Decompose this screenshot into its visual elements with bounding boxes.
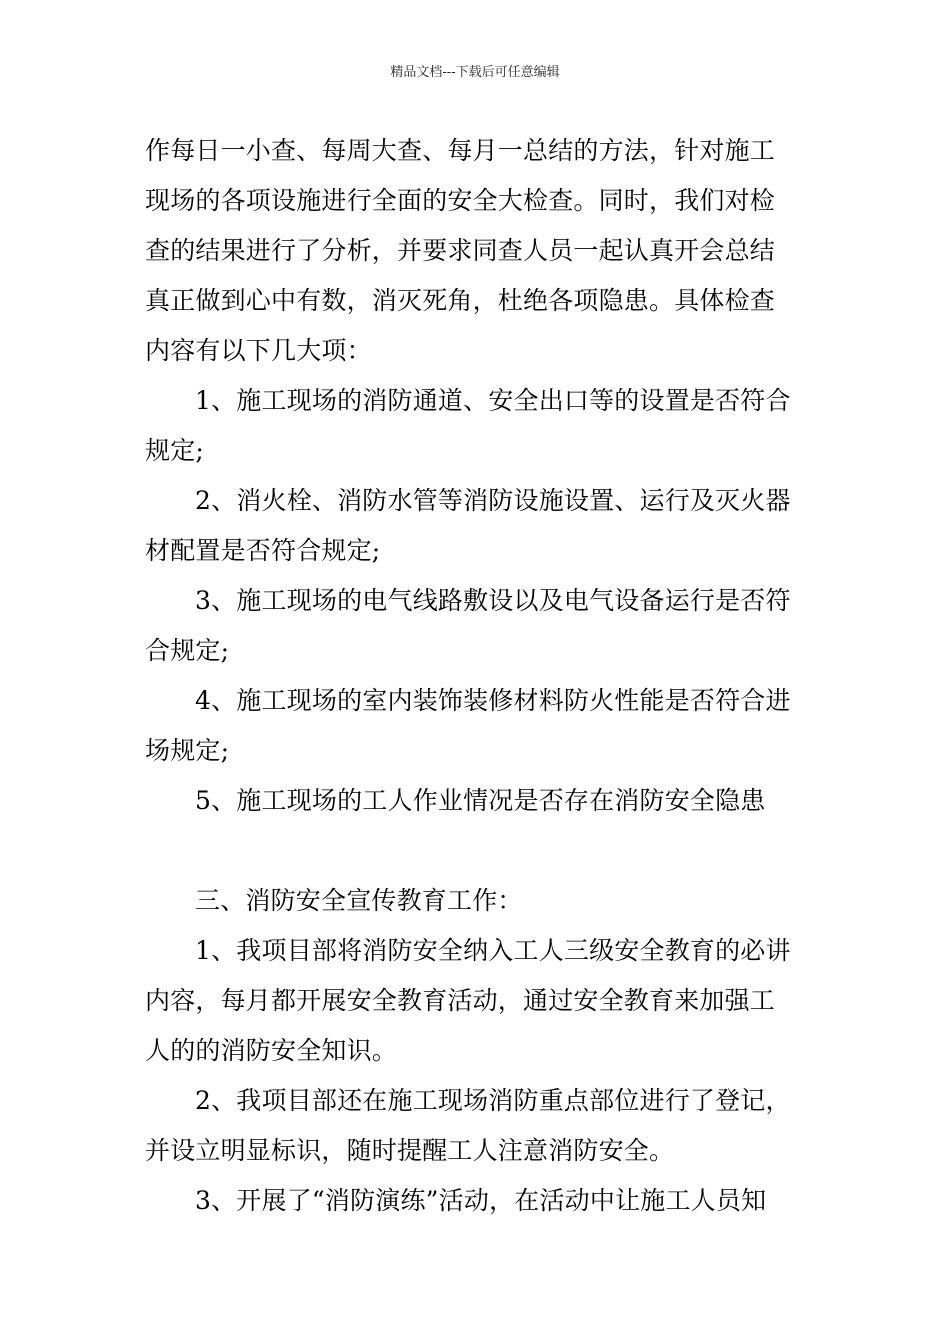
list-item-line: 材配置是否符合规定;: [145, 536, 381, 565]
list-item-line: 场规定;: [145, 736, 230, 765]
list-item-line: 2、消火栓、消防水管等消防设施设置、运行及灭火器: [195, 486, 791, 515]
paragraph-line: 现场的各项设施进行全面的安全大检查。同时，我们对检: [145, 186, 776, 215]
blank-line: [145, 826, 809, 876]
paragraph-line: 查的结果进行了分析，并要求同查人员一起认真开会总结: [145, 236, 776, 265]
paragraph-line: 并设立明显标识，随时提醒工人注意消防安全。: [145, 1136, 675, 1165]
section-heading: 三、消防安全宣传教育工作：: [195, 886, 523, 915]
list-item-line: 合规定;: [145, 636, 230, 665]
paragraph-line: 3、开展了“消防演练”活动，在活动中让施工人员知: [195, 1186, 767, 1215]
page-header: 精品文档---下载后可任意编辑: [390, 65, 560, 80]
paragraph-line: 真正做到心中有数，消灭死角，杜绝各项隐患。具体检查: [145, 286, 776, 315]
paragraph-line: 内容，每月都开展安全教育活动，通过安全教育来加强工: [145, 986, 776, 1015]
paragraph-line: 人的的消防安全知识。: [145, 1036, 398, 1065]
list-item-line: 3、施工现场的电气线路敷设以及电气设备运行是否符: [195, 586, 791, 615]
paragraph-line: 作每日一小查、每周大查、每月一总结的方法，针对施工: [145, 136, 776, 165]
list-item-line: 规定;: [145, 436, 205, 465]
list-item-line: 1、施工现场的消防通道、安全出口等的设置是否符合: [195, 386, 791, 415]
document-body: [145, 126, 809, 1226]
paragraph-line: 1、我项目部将消防安全纳入工人三级安全教育的必讲: [195, 936, 791, 965]
paragraph-line: 内容有以下几大项：: [145, 336, 372, 365]
paragraph-line: 2、我项目部还在施工现场消防重点部位进行了登记，: [195, 1086, 791, 1115]
list-item-line: 5、施工现场的工人作业情况是否存在消防安全隐患: [195, 786, 766, 815]
list-item-line: 4、施工现场的室内装饰装修材料防火性能是否符合进: [195, 686, 791, 715]
